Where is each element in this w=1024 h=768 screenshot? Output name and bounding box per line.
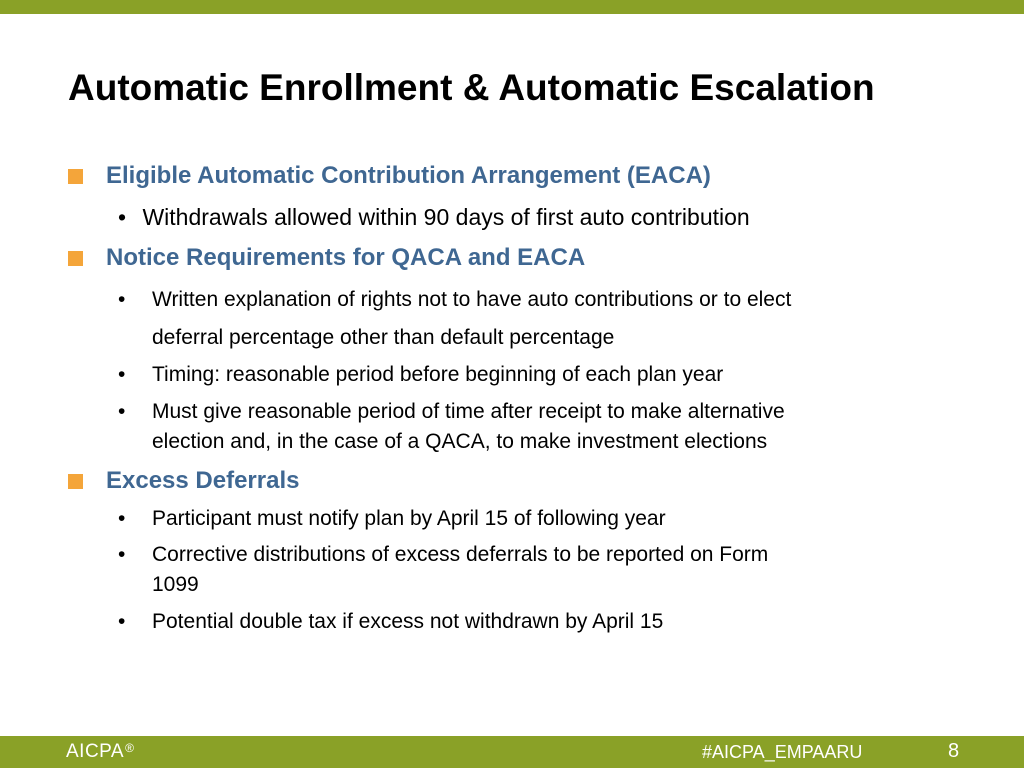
bullet-dot-icon: • bbox=[118, 507, 126, 530]
list-item-text-continued: election and, in the case of a QACA, to make investment elections bbox=[152, 430, 768, 453]
list-item bbox=[118, 202, 750, 232]
section-heading-text: Excess Deferrals bbox=[106, 467, 300, 494]
section-heading-text: Eligible Automatic Contribution Arrangement (EACA) bbox=[106, 162, 711, 189]
bullet-dot-icon: • bbox=[118, 610, 126, 633]
bullet-dot-icon: • bbox=[118, 400, 126, 423]
logo-text: AICPA bbox=[66, 741, 125, 762]
square-bullet-icon bbox=[68, 474, 83, 489]
section-heading-notice bbox=[68, 243, 585, 273]
list-item-text: Withdrawals allowed within 90 days of first auto contribution bbox=[142, 204, 750, 230]
list-item-text-continued: deferral percentage other than default percentage bbox=[152, 326, 615, 349]
list-item bbox=[118, 540, 768, 600]
registered-mark: ® bbox=[125, 741, 134, 755]
list-item-text: Participant must notify plan by April 15 of following year bbox=[152, 507, 666, 530]
bullet-dot-icon: • bbox=[118, 363, 126, 386]
aicpa-logo bbox=[66, 740, 134, 764]
event-hashtag: #AICPA_EMPAARU bbox=[702, 742, 863, 762]
slide-title: Automatic Enrollment & Automatic Escalation bbox=[68, 67, 875, 108]
list-item-text: Written explanation of rights not to have auto contributions or to elect bbox=[152, 288, 792, 311]
section-heading-eaca bbox=[68, 161, 711, 191]
list-item-text: Potential double tax if excess not withdrawn by April 15 bbox=[152, 610, 664, 633]
list-item-text: Timing: reasonable period before beginning of each plan year bbox=[152, 363, 724, 386]
list-item-text-continued: 1099 bbox=[152, 573, 199, 596]
page-number: 8 bbox=[948, 740, 960, 762]
footer-bar bbox=[0, 736, 1024, 768]
top-accent-bar bbox=[0, 0, 1024, 14]
list-item-text: Must give reasonable period of time after receipt to make alternative bbox=[152, 400, 785, 423]
section-heading-text: Notice Requirements for QACA and EACA bbox=[106, 244, 586, 271]
list-item bbox=[118, 608, 663, 636]
list-item bbox=[118, 361, 723, 389]
square-bullet-icon bbox=[68, 169, 83, 184]
bullet-dot-icon: • bbox=[118, 204, 127, 230]
bullet-dot-icon: • bbox=[118, 288, 126, 311]
list-item bbox=[118, 397, 785, 457]
list-item bbox=[118, 505, 666, 533]
section-heading-excess-deferrals bbox=[68, 466, 299, 496]
square-bullet-icon bbox=[68, 251, 83, 266]
list-item bbox=[118, 285, 791, 353]
bullet-dot-icon: • bbox=[118, 543, 126, 566]
list-item-text: Corrective distributions of excess deferrals to be reported on Form bbox=[152, 543, 769, 566]
